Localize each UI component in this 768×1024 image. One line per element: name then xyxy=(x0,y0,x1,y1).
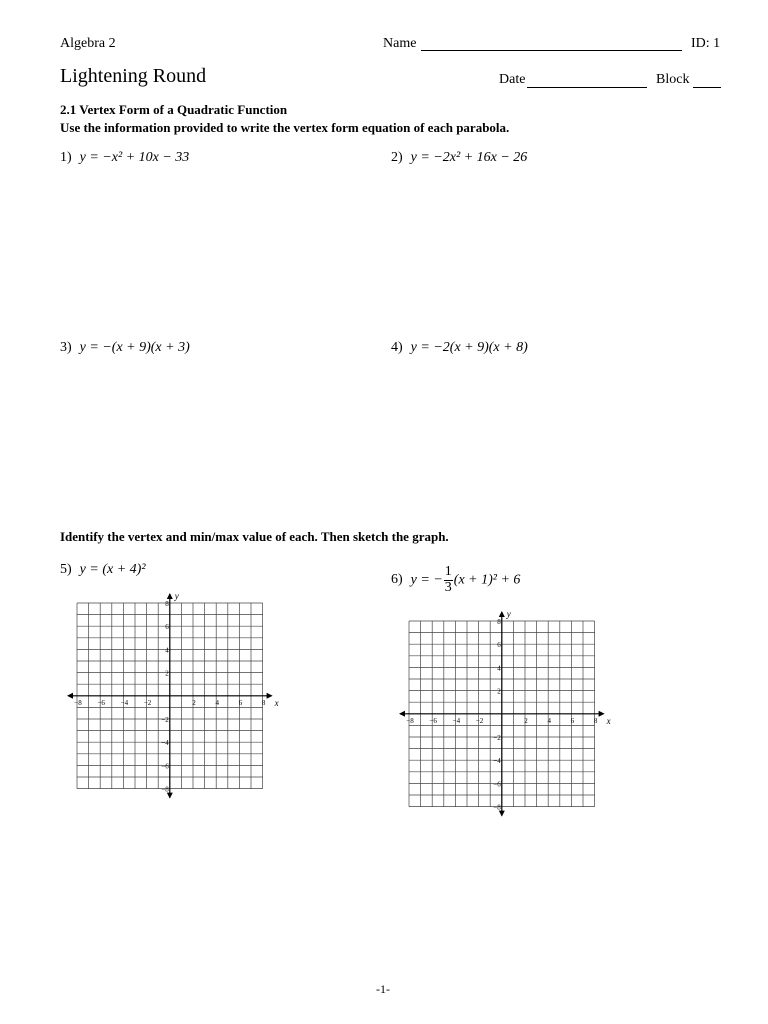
y-tick-label: 4 xyxy=(165,646,169,655)
y-axis-label: y xyxy=(506,609,511,619)
fraction xyxy=(444,565,453,595)
problem-3 xyxy=(60,340,190,356)
problem-number: 1) xyxy=(60,150,72,165)
name-field-line[interactable] xyxy=(421,50,682,51)
x-axis-left-arrow xyxy=(67,693,73,699)
x-tick-label: −4 xyxy=(120,698,129,707)
problem-equation: y = −2(x + 9)(x + 8) xyxy=(410,340,528,355)
x-tick-label: 2 xyxy=(192,698,196,707)
y-tick-label: 4 xyxy=(497,664,501,673)
x-axis-right-arrow xyxy=(267,693,273,699)
y-tick-label: 8 xyxy=(165,600,169,608)
problem-number: 2) xyxy=(391,150,403,165)
y-axis-up-arrow xyxy=(499,611,505,617)
problem-number: 3) xyxy=(60,340,72,355)
x-tick-label: −2 xyxy=(143,698,152,707)
x-axis-left-arrow xyxy=(399,711,405,717)
x-tick-label: 2 xyxy=(524,716,528,725)
problem-number: 5) xyxy=(60,562,72,577)
y-axis-label: y xyxy=(174,591,179,601)
problem-equation: y = (x + 4)² xyxy=(79,562,146,577)
name-label: Name xyxy=(383,36,417,51)
section-title: 2.1 Vertex Form of a Quadratic Function xyxy=(60,102,288,117)
y-tick-label: −4 xyxy=(493,757,501,766)
x-tick-label: −8 xyxy=(74,698,82,707)
problem-equation-prefix: y = − xyxy=(410,572,443,588)
x-tick-label: 4 xyxy=(547,716,551,725)
block-label: Block xyxy=(656,72,690,87)
coordinate-grid-problem-6[interactable] xyxy=(396,606,611,824)
problem-number: 4) xyxy=(391,340,403,355)
x-tick-label: 8 xyxy=(593,716,598,725)
y-tick-label: 8 xyxy=(497,618,501,626)
instructions-vertex-form: Use the information provided to write the vertex form equation of each parabola. xyxy=(60,120,510,135)
x-tick-label: −6 xyxy=(429,716,437,725)
instructions-graphing: Identify the vertex and min/max value of each. Then sketch the graph. xyxy=(60,529,449,544)
x-tick-label: 4 xyxy=(215,698,219,707)
x-tick-label: −4 xyxy=(452,716,461,725)
course-name: Algebra 2 xyxy=(60,36,116,51)
y-tick-label: −6 xyxy=(161,762,169,771)
y-tick-label: 6 xyxy=(165,623,169,632)
x-tick-label: 6 xyxy=(238,698,243,707)
x-axis-label: x xyxy=(606,715,611,726)
y-tick-label: −2 xyxy=(493,734,501,742)
problem-5 xyxy=(60,562,146,578)
y-tick-label: −4 xyxy=(161,739,169,748)
block-field-line[interactable] xyxy=(693,87,721,88)
problem-equation: y = −(x + 9)(x + 3) xyxy=(79,340,190,355)
problem-equation: y = −x² + 10x − 33 xyxy=(79,150,190,165)
y-tick-label: 6 xyxy=(497,641,501,650)
x-tick-label: 8 xyxy=(261,698,266,707)
problem-number: 6) xyxy=(391,572,403,588)
date-label: Date xyxy=(499,72,526,87)
x-tick-label: 6 xyxy=(570,716,575,725)
fraction-denominator: 3 xyxy=(444,579,452,595)
date-field-line[interactable] xyxy=(527,87,647,88)
x-tick-label: −8 xyxy=(406,716,414,725)
y-tick-label: −6 xyxy=(493,780,501,789)
problem-equation: y = −2x² + 16x − 26 xyxy=(410,150,528,165)
page-number: -1- xyxy=(376,982,390,996)
worksheet-title: Lightening Round xyxy=(60,65,207,87)
y-tick-label: −8 xyxy=(493,803,501,812)
problem-1 xyxy=(60,150,189,166)
coordinate-grid-problem-5[interactable] xyxy=(64,590,279,805)
x-axis-label: x xyxy=(274,697,279,708)
x-axis-right-arrow xyxy=(599,711,605,717)
problem-6 xyxy=(391,565,520,595)
problem-equation-suffix: (x + 1)² + 6 xyxy=(453,572,521,588)
worksheet-id: ID: 1 xyxy=(691,36,721,51)
x-tick-label: −6 xyxy=(97,698,105,707)
x-tick-label: −2 xyxy=(475,716,484,725)
problem-2 xyxy=(391,150,527,166)
y-axis-up-arrow xyxy=(167,593,173,599)
fraction-numerator: 1 xyxy=(444,564,452,579)
y-tick-label: −8 xyxy=(161,785,169,794)
y-tick-label: 2 xyxy=(497,687,501,696)
y-tick-label: 2 xyxy=(165,669,169,678)
problem-4 xyxy=(391,340,528,356)
y-tick-label: −2 xyxy=(161,716,169,724)
